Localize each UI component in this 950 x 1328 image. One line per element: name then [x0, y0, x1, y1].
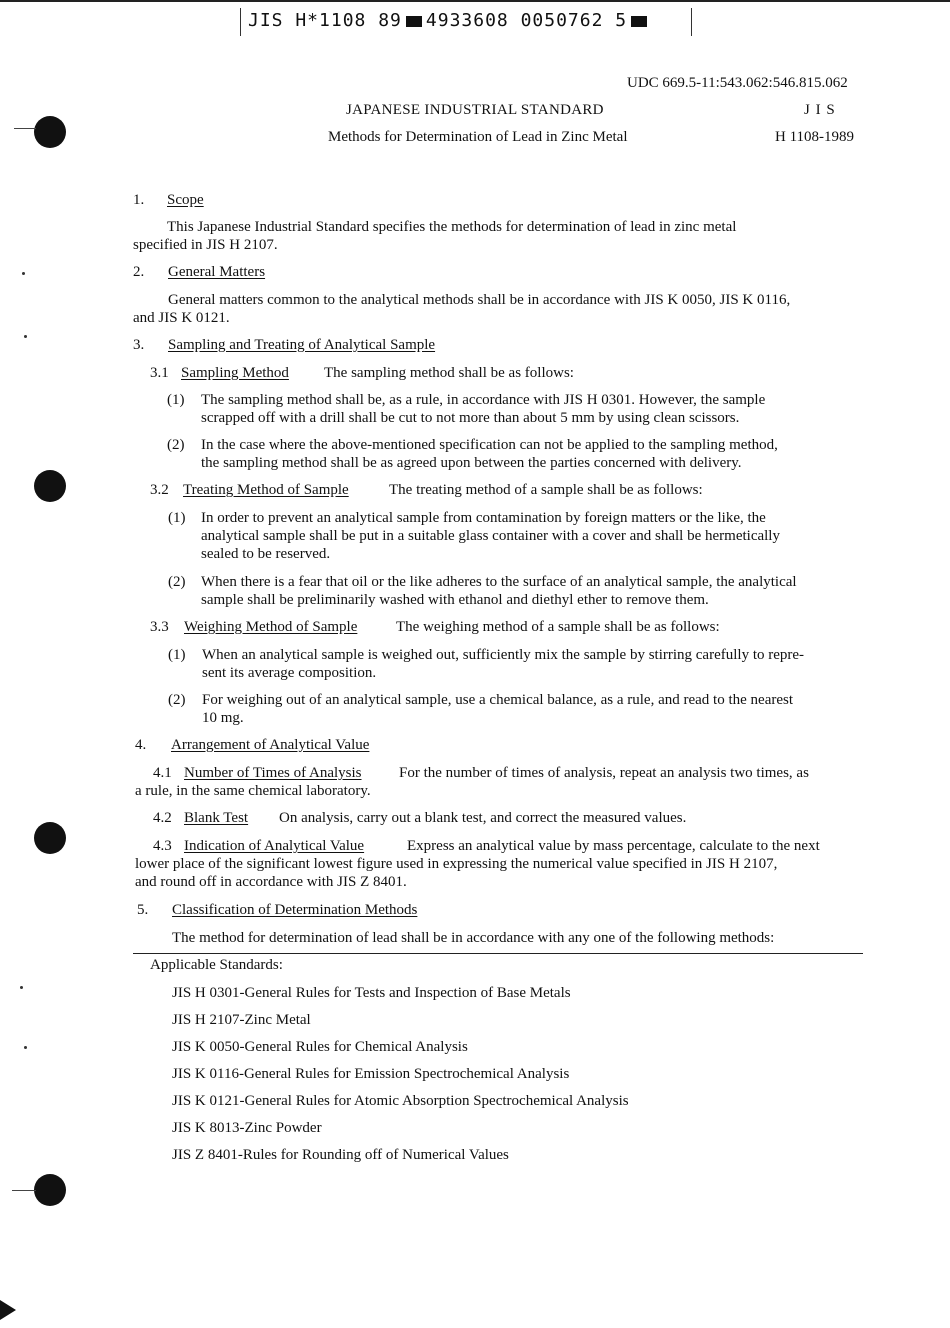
header-code-part2: 4933608 0050762 5	[425, 10, 628, 31]
scan-speck	[24, 335, 27, 338]
section-1-text: specified in JIS H 2107.	[133, 237, 278, 253]
subsection-4-2-text: On analysis, carry out a blank test, and correct the measured values.	[279, 810, 687, 826]
item-number: (2)	[167, 437, 185, 453]
barcode-block-icon	[406, 16, 422, 27]
subsection-3-2-text: The treating method of a sample shall be as follows:	[389, 482, 703, 498]
section-1-number: 1.	[133, 192, 145, 208]
scan-speck	[22, 272, 25, 275]
top-edge-rule	[0, 0, 950, 2]
subsection-3-1-number: 3.1	[150, 365, 169, 381]
applicable-standard-item: JIS K 8013-Zinc Powder	[172, 1120, 322, 1136]
section-4-title: Arrangement of Analytical Value	[171, 737, 370, 753]
header-code-part1: JIS H*1108 89	[248, 10, 402, 31]
item-number: (1)	[168, 647, 186, 663]
section-2-text: and JIS K 0121.	[133, 310, 230, 326]
barcode-block-icon	[631, 16, 647, 27]
subsection-3-3-number: 3.3	[150, 619, 169, 635]
applicable-standards-heading: Applicable Standards:	[150, 957, 283, 973]
doc-number: H 1108-1989	[775, 129, 855, 145]
item-number: (2)	[168, 692, 186, 708]
item-text: analytical sample shall be put in a suitable glass container with a cover and shall be hermetically	[201, 528, 780, 544]
applicable-standard-item: JIS H 0301-General Rules for Tests and Inspection of Base Metals	[172, 985, 571, 1001]
item-text: For weighing out of an analytical sample, use a chemical balance, as a rule, and read to the nearest	[202, 692, 794, 708]
section-1-title: Scope	[167, 192, 204, 208]
binder-hole-icon	[34, 116, 66, 148]
subsection-4-2-number: 4.2	[153, 810, 172, 826]
section-5-number: 5.	[137, 902, 149, 918]
item-text: In order to prevent an analytical sample from contamination by foreign matters or the like, the	[201, 510, 766, 526]
section-4-number: 4.	[135, 737, 147, 753]
item-number: (2)	[168, 574, 186, 590]
item-text: sent its average composition.	[202, 665, 377, 681]
subsection-4-1-text: For the number of times of analysis, repeat an analysis two times, as	[399, 765, 809, 781]
section-3-title: Sampling and Treating of Analytical Sample	[168, 337, 436, 353]
subsection-3-3-text: The weighing method of a sample shall be as follows:	[396, 619, 720, 635]
subsection-4-1-number: 4.1	[153, 765, 172, 781]
item-text: The sampling method shall be, as a rule, in accordance with JIS H 0301. However, the sample	[201, 392, 766, 408]
subsection-4-3-number: 4.3	[153, 838, 172, 854]
standard-title: JAPANESE INDUSTRIAL STANDARD	[346, 102, 604, 118]
item-text: sample shall be preliminarily washed with ethanol and diethyl ether to remove them.	[201, 592, 709, 608]
item-number: (1)	[167, 392, 185, 408]
corner-mark-icon	[0, 1300, 16, 1320]
item-text: the sampling method shall be as agreed upon between the parties concerned with delivery.	[201, 455, 742, 471]
header-code	[248, 12, 651, 30]
subsection-4-3-text: Express an analytical value by mass percentage, calculate to the next	[407, 838, 820, 854]
applicable-standard-item: JIS K 0050-General Rules for Chemical Analysis	[172, 1039, 468, 1055]
applicable-standard-item: JIS K 0116-General Rules for Emission Spectrochemical Analysis	[172, 1066, 570, 1082]
subsection-4-3-text: and round off in accordance with JIS Z 8401.	[135, 874, 407, 890]
subsection-4-1-text: a rule, in the same chemical laboratory.	[135, 783, 371, 799]
item-text: 10 mg.	[202, 710, 244, 726]
section-2-number: 2.	[133, 264, 145, 280]
section-5-text: The method for determination of lead shall be in accordance with any one of the following methods:	[172, 930, 775, 946]
item-number: (1)	[168, 510, 186, 526]
subsection-3-2-number: 3.2	[150, 482, 169, 498]
subsection-4-1-title: Number of Times of Analysis	[184, 765, 362, 781]
section-1-text: This Japanese Industrial Standard specifies the methods for determination of lead in zinc metal	[167, 219, 737, 235]
item-text: sealed to be reserved.	[201, 546, 331, 562]
applicable-standard-item: JIS K 0121-General Rules for Atomic Absorption Spectrochemical Analysis	[172, 1093, 629, 1109]
item-text: When an analytical sample is weighed out, sufficiently mix the sample by stirring carefully to repre-	[202, 647, 805, 663]
section-2-text: General matters common to the analytical methods shall be in accordance with JIS K 0050, JIS K 0116,	[168, 292, 791, 308]
jis-mark: J I S	[804, 102, 836, 118]
scan-speck	[20, 986, 23, 989]
footnote-separator	[133, 953, 863, 954]
section-5-title: Classification of Determination Methods	[172, 902, 418, 918]
item-text: When there is a fear that oil or the like adheres to the surface of an analytical sample, the analytical	[201, 574, 797, 590]
subsection-4-3-text: lower place of the significant lowest figure used in expressing the numerical value specified in JIS H 2107,	[135, 856, 778, 872]
binder-hole-icon	[34, 470, 66, 502]
subsection-3-3-title: Weighing Method of Sample	[184, 619, 358, 635]
binder-hole-icon	[34, 1174, 66, 1206]
subsection-3-1-text: The sampling method shall be as follows:	[324, 365, 574, 381]
subsection-3-1-title: Sampling Method	[181, 365, 289, 381]
item-text: scrapped off with a drill shall be cut to not more than about 5 mm by using clean scissors.	[201, 410, 740, 426]
binder-hole-icon	[34, 822, 66, 854]
doc-title: Methods for Determination of Lead in Zinc Metal	[328, 129, 628, 145]
section-2-title: General Matters	[168, 264, 266, 280]
scan-mark	[12, 1190, 36, 1191]
udc-number: UDC 669.5-11:543.062:546.815.062	[627, 75, 848, 91]
section-3-number: 3.	[133, 337, 145, 353]
item-text: In the case where the above-mentioned specification can not be applied to the sampling method,	[201, 437, 778, 453]
applicable-standard-item: JIS Z 8401-Rules for Rounding off of Numerical Values	[172, 1147, 509, 1163]
applicable-standard-item: JIS H 2107-Zinc Metal	[172, 1012, 311, 1028]
subsection-4-2-title: Blank Test	[184, 810, 249, 826]
subsection-4-3-title: Indication of Analytical Value	[184, 838, 365, 854]
scan-mark	[14, 128, 36, 129]
subsection-3-2-title: Treating Method of Sample	[183, 482, 349, 498]
scan-speck	[24, 1046, 27, 1049]
